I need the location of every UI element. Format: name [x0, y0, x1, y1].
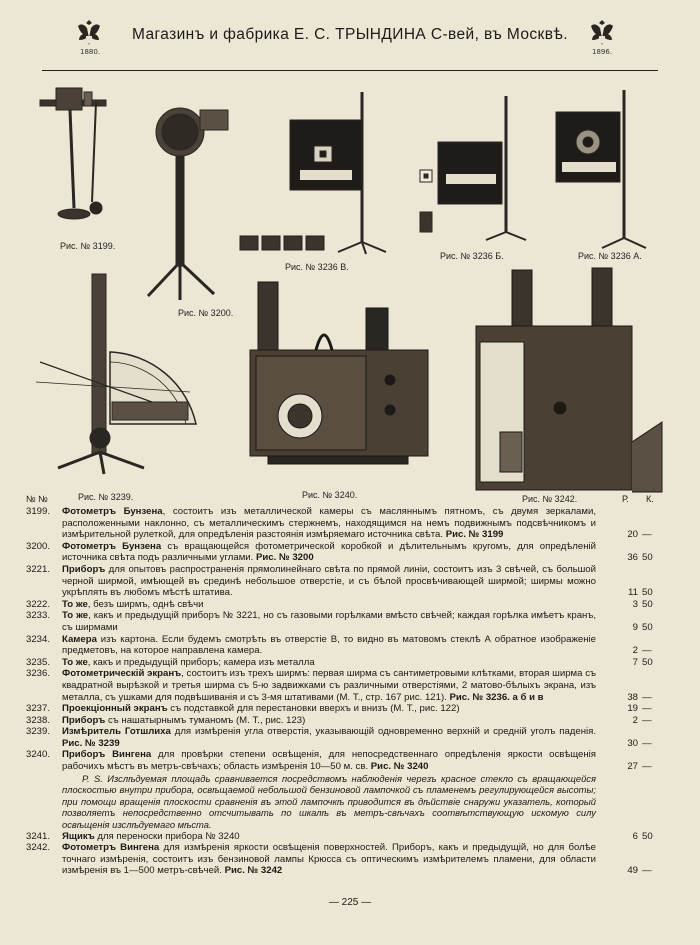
item-description: для переноски прибора № 3240 [94, 830, 240, 842]
column-headers [26, 494, 656, 506]
item-description: изъ картона. Если будемъ смотрѣть въ отверстіе В, то видно въ матовомъ стеклѣ А обратное изображеніе предметовъ, на которое направлена камера. [62, 633, 596, 657]
item-description: , состоитъ изъ металлической камеры съ масляннымъ пятномъ, съ двумя зеркалами, расположенными наклонно, съ металлическимъ стержнемъ, находящимся на немъ подвижнымъ подсвѣчникомъ и измѣрительной рулеткой, для опредѣленія разстоянія измѣряемаго источника свѣта. [62, 506, 596, 541]
item-row [26, 634, 656, 657]
item-title: Фотометрическій экранъ [62, 668, 182, 680]
caption-3199: Рис. № 3199. [60, 241, 116, 251]
item-price-kop: 50 [642, 552, 653, 564]
caption-3239: Рис. № 3239. [78, 492, 134, 502]
item-number: 3199. [26, 506, 51, 517]
item-number: 3235. [26, 656, 51, 668]
item-number: 3200. [26, 540, 51, 552]
item-description: P. S. Изслѣдуемая площадь сравнивается посредствомъ наблюденія черезъ красное стекло съ вращающейся плоскостью внутри прибора, освѣщаемой небольшой бензиновой лампочкой съ пламенемъ регулирующейся высоты; при помощи вращенія плоскости сравненія въ этой лампочкѣ приводится въ дѣйствіе снаружи указатель, который позволяетъ непосредственно отсчитывать по шкалѣ въ метръ-свѣчахъ соотвѣтствующую искомую силу освѣщенія изслѣдуемаго мѣста. [62, 772, 596, 831]
item-number: 3240. [26, 749, 51, 761]
item-row [26, 842, 656, 877]
item-number: 3221. [26, 563, 51, 575]
item-price-kop: — [642, 529, 652, 541]
item-description: для измѣренія угла отверстія, указывающій одновременно верхній и средній уголъ паденія. [170, 726, 597, 738]
item-row [26, 610, 656, 633]
figure-3200-rotating-photometer [148, 108, 228, 300]
item-description: , какъ и предыдущій приборъ; камера изъ металла [87, 656, 315, 668]
item-row [26, 657, 656, 669]
item-description: , какъ и предыдущій приборъ № 3221, но съ газовыми горѣлками вмѣсто свѣчей; каждая горѣлка имѣетъ кранъ, съ ширмами [62, 610, 596, 633]
item-price-rub: 27 [627, 761, 638, 773]
item-list [26, 494, 656, 877]
item-description: съ вращающейся фотометрической коробкой и дѣлительнымъ кругомъ, для опредѣленій источника свѣта подъ различными углами. [62, 540, 596, 564]
item-price-rub: 38 [627, 691, 638, 703]
item-price-rub: 11 [628, 587, 638, 599]
item-price-rub: 20 [627, 529, 638, 541]
page-number: — 225 — [328, 897, 372, 908]
item-description: съ нашатырнымъ туманомъ (М. Т., рис. 123) [105, 714, 306, 726]
item-price-rub: 49 [627, 865, 638, 877]
item-price-kop: 50 [642, 621, 653, 633]
item-figure-ref: Рис. № 3200 [256, 552, 314, 564]
caption-3236a: Рис. № 3236 А. [578, 251, 642, 261]
item-row [26, 599, 656, 611]
item-price-rub: 2 [632, 645, 638, 657]
item-title: Фотометръ Вингена [62, 842, 160, 854]
item-description: для опытовъ распространенія прямолинейнаго свѣта по прямой линіи, состоитъ изъ 3 свѣчей, съ большой черной ширмой, имѣющей въ срединѣ небольшое отверстіе, и съ бѣлой просвѣчивающей ширмой; ширмы можно укрѣплять въ любомъ мѣстѣ штатива. [62, 563, 596, 599]
item-row [26, 703, 656, 715]
item-price-kop: 50 [642, 656, 653, 668]
figure-3236v-screens [240, 236, 324, 250]
item-note [0, 773, 656, 831]
figure-3236a-screen-stand [556, 90, 646, 248]
item-row [26, 506, 656, 541]
item-title: То же [62, 610, 89, 622]
item-row [26, 541, 656, 564]
item-number: 3237. [26, 703, 51, 715]
caption-3240: Рис. № 3240. [302, 490, 358, 500]
figure-3242-wingen-photometer-large [476, 268, 662, 492]
year-right: 1896. [592, 48, 613, 56]
item-price-kop: — [642, 737, 652, 749]
item-title: Фотометръ Бунзена [62, 540, 162, 552]
item-description: , безъ ширмъ, однѣ свѣчи [87, 598, 204, 610]
item-title: То же [62, 598, 88, 610]
item-figure-ref: Рис. № 3236. а б и в [449, 691, 544, 703]
item-price-rub: 9 [632, 621, 638, 633]
item-figure-ref: Рис. № 3199 [445, 529, 504, 541]
item-price-kop: — [642, 761, 652, 773]
item-row [26, 831, 656, 843]
item-row [26, 715, 656, 727]
item-price-kop: 50 [642, 587, 653, 599]
caption-3236v: Рис. № 3236 В. [285, 262, 349, 272]
item-price-rub: 3 [632, 598, 638, 610]
item-price-kop: — [642, 865, 652, 877]
item-price-kop: — [642, 714, 652, 726]
item-title: Приборъ Вингена [62, 749, 152, 761]
figure-3239-gottschlich-meter [36, 274, 196, 474]
item-title: Проекціонный экранъ [62, 703, 168, 715]
column-rub: Р. [622, 494, 629, 504]
item-price-rub: 36 [627, 552, 638, 564]
item-price-kop: 50 [642, 598, 653, 610]
year-left: 1880. [80, 48, 101, 56]
item-title: Ящикъ [62, 830, 95, 842]
figure-3240-wingen-photometer [250, 282, 428, 464]
item-number: 3241. [26, 830, 51, 842]
item-number: 3222. [26, 598, 51, 610]
item-price-rub: 7 [632, 656, 638, 668]
item-title: Измѣритель Готшлиха [62, 726, 171, 738]
item-description: съ подставкой для перестановки вверхъ и внизъ (М. Т., рис. 122) [167, 703, 460, 715]
item-number: 3242. [26, 842, 51, 854]
item-row [26, 564, 656, 599]
item-title: Приборъ [62, 714, 106, 726]
item-figure-ref: Рис. № 3240 [370, 761, 429, 773]
page-header [22, 14, 678, 60]
item-price-rub: 2 [632, 714, 638, 726]
item-price-kop: — [642, 645, 652, 657]
caption-3200: Рис. № 3200. [178, 308, 234, 318]
column-kop: К. [646, 494, 654, 504]
item-price-rub: 30 [627, 737, 638, 749]
item-number: 3233. [26, 610, 51, 622]
item-number: 3236. [26, 668, 51, 680]
item-price-kop: 50 [642, 830, 653, 842]
item-description: , состоитъ изъ трехъ ширмъ: первая ширма съ сантиметровыми клѣтками, вторая ширма съ квадратной вырѣзкой и третья ширма съ 5-ю задвижками съ различными отверстіями, 2 матово-бѣлыхъ экрана, изъ металла, съ ушками для подвѣшиванія и съ 3-мя штативами (М. Т., стр. 167 рис. 121). [62, 668, 596, 703]
item-figure-ref: Рис. № 3239 [62, 737, 120, 749]
figures-area [0, 62, 700, 502]
item-price-rub: 19 [627, 703, 638, 715]
item-row [26, 749, 656, 772]
figures-illustration [0, 62, 700, 502]
figure-3236b-screen-stand [420, 96, 526, 240]
item-number: 3238. [26, 714, 51, 726]
figure-3199-bunsen-photometer [40, 88, 106, 219]
item-row [26, 726, 656, 749]
item-title: Приборъ [62, 563, 106, 575]
item-row [26, 668, 656, 703]
figure-3236-screen-stand [290, 92, 386, 254]
item-number: 3239. [26, 726, 51, 738]
caption-3242: Рис. № 3242. [522, 494, 578, 504]
column-number: № № [26, 494, 48, 504]
item-description: для измѣренія яркости освѣщенія поверхностей. Приборъ, какъ и предыдущій, но для болѣе точнаго измѣренія, состоитъ изъ бензиновой лампы Крюсса съ оптическимъ измѣрителемъ пламени, для области измѣренія въ 1—500 метръ-свѣчей. [62, 842, 596, 877]
item-price-kop: — [642, 691, 652, 703]
item-figure-ref: Рис. № 3242 [224, 865, 283, 877]
item-number: 3234. [26, 633, 51, 645]
item-price-rub: 6 [632, 830, 638, 842]
item-title: Фотометръ Бунзена [62, 506, 163, 517]
page-title: Магазинъ и фабрика Е. С. ТРЫНДИНА С-вей, въ Москвѣ. [132, 26, 568, 43]
item-title: Камера [62, 633, 97, 645]
item-title: То же [62, 656, 88, 668]
item-description: для провѣрки степени освѣщенія, для непосредственнаго опредѣленія яркости освѣщенія рабочихъ мѣстъ въ метръ-свѣчахъ; область измѣренія 10—50 м. св. [62, 749, 597, 773]
item-price-kop: — [642, 703, 652, 715]
caption-3236b: Рис. № 3236 Б. [440, 251, 504, 261]
